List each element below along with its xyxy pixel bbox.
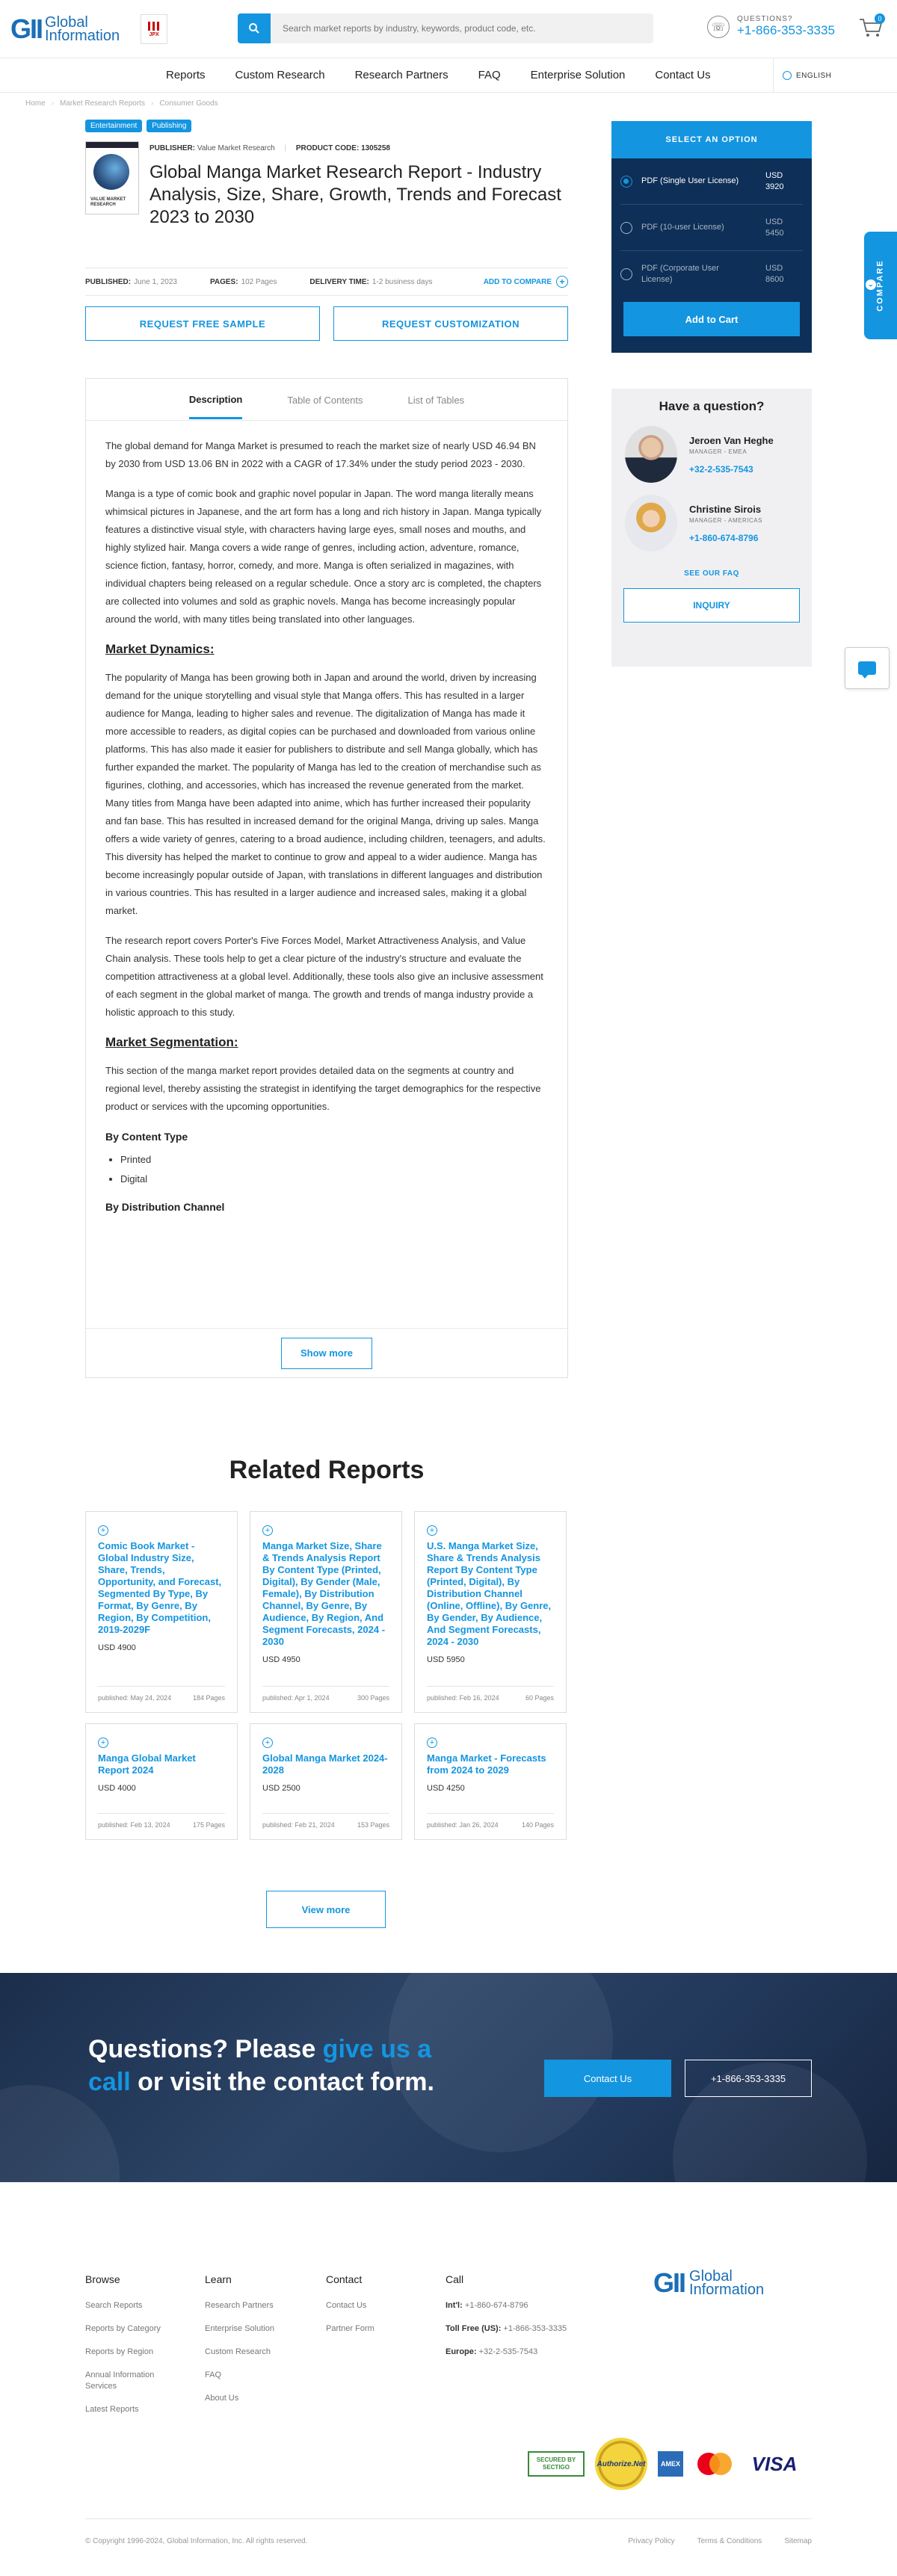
see-faq-link[interactable]: SEE OUR FAQ — [684, 569, 739, 578]
logo-mark: GII — [10, 13, 43, 44]
site-logo[interactable] — [10, 13, 120, 45]
publisher-name: Value Market Research — [197, 144, 275, 152]
footer-link[interactable]: Search Reports — [85, 2301, 143, 2310]
request-free-sample-button[interactable]: REQUEST FREE SAMPLE — [85, 306, 320, 341]
card-pages: 300 Pages — [357, 1694, 389, 1702]
payment-badges — [528, 2438, 803, 2490]
card-title[interactable]: Manga Global Market Report 2024 — [98, 1752, 196, 1776]
product-code-label: PRODUCT CODE: — [295, 144, 360, 152]
card-date: published: Feb 21, 2024 — [262, 1821, 335, 1829]
plus-circle-icon[interactable]: + — [427, 1525, 437, 1536]
person-phone[interactable]: +32-2-535-7543 — [689, 463, 753, 475]
footer-contact — [326, 2273, 423, 2347]
publication-info-row — [85, 268, 568, 296]
banner-contact-button[interactable]: Contact Us — [544, 2060, 671, 2097]
avatar — [625, 495, 677, 552]
person-name: Christine Sirois — [689, 503, 762, 515]
publisher-line: PUBLISHER: Value Market Research | PRODUCT CODE: 1305258 — [150, 144, 390, 152]
authorize-net-badge: Authorize.Net — [595, 2438, 647, 2490]
select-option-header: SELECT AN OPTION — [611, 121, 812, 158]
nav-reports[interactable]: Reports — [166, 69, 206, 81]
list-item: • Printed — [120, 1150, 548, 1170]
option-name: PDF (10-user License) — [641, 223, 724, 232]
report-cover-image — [85, 141, 139, 214]
visa-icon: VISA — [751, 2452, 798, 2475]
contact-question-panel — [611, 389, 812, 667]
view-more-button[interactable]: View more — [266, 1891, 386, 1928]
footer-link[interactable]: Contact Us — [326, 2301, 367, 2310]
logo-text-line1: Global — [45, 13, 88, 31]
card-title[interactable]: Manga Market Size, Share & Trends Analysis Report By Content Type (Printed, Digital), By Gender (Male, Female), By Distribution Channel, By Genre, By Audience, By Region, And Segment Forecasts, 2024 - 2030 — [262, 1540, 386, 1647]
breadcrumb-consumer-goods[interactable]: Consumer Goods — [159, 99, 218, 108]
description-paragraph: The research report covers Porter's Five Forces Model, Market Attractiveness Analysis, and Value Chain analysis. These tools help to get a clear picture of the industry's structure and evaluate the competition attractiveness at a global level. Additionally, these tools also give an inclusive assessment of each segment in the global market of manga. The growth and trends of manga industry provide a holistic approach to this study. — [105, 935, 543, 1018]
search-button[interactable] — [238, 13, 271, 43]
radio-icon[interactable] — [620, 268, 632, 280]
section-heading-market-segmentation: Market Segmentation: — [105, 1035, 238, 1049]
option-single-user[interactable] — [620, 158, 803, 205]
card-title[interactable]: Global Manga Market 2024-2028 — [262, 1752, 388, 1776]
banner-call-link[interactable]: give us a call — [88, 2035, 432, 2096]
card-pages: 140 Pages — [521, 1821, 554, 1829]
breadcrumb-chevron-icon: › — [51, 99, 55, 108]
copyright-text: © Copyright 1996-2024, Global Information, Inc. All rights reserved. — [85, 2537, 308, 2545]
card-price: USD 2500 — [262, 1784, 300, 1793]
main-nav — [0, 58, 897, 93]
product-header — [85, 120, 568, 330]
delivery-label: DELIVERY TIME: — [309, 277, 369, 286]
card-date: published: Feb 13, 2024 — [98, 1821, 170, 1829]
related-report-card[interactable] — [250, 1511, 402, 1713]
related-report-card[interactable] — [414, 1511, 567, 1713]
related-report-card[interactable] — [85, 1511, 238, 1713]
person-role: MANAGER - EMEA — [689, 448, 748, 455]
delivery-time: 1-2 business days — [372, 277, 433, 286]
subheading-content-type: By Content Type — [105, 1131, 188, 1143]
report-content-panel — [85, 378, 568, 1378]
related-reports-title: Related Reports — [229, 1456, 425, 1484]
add-to-compare-label: ADD TO COMPARE — [483, 277, 552, 286]
nav-research-partners[interactable]: Research Partners — [354, 69, 449, 81]
language-label: ENGLISH — [796, 71, 832, 80]
footer-link[interactable]: Partner Form — [326, 2324, 374, 2333]
card-price: USD 4900 — [98, 1643, 136, 1652]
add-to-compare-link[interactable] — [484, 276, 568, 288]
radio-selected-icon[interactable] — [620, 176, 632, 188]
radio-icon[interactable] — [620, 222, 632, 234]
questions-label: QUESTIONS? — [737, 15, 793, 23]
published-date: June 1, 2023 — [134, 277, 177, 286]
option-name: PDF (Single User License) — [641, 176, 739, 185]
breadcrumb-home[interactable]: Home — [25, 99, 46, 108]
jpx-icon — [147, 20, 161, 32]
card-price: USD 4250 — [427, 1784, 465, 1793]
privacy-policy-link[interactable]: Privacy Policy — [628, 2537, 675, 2545]
content-tabs — [86, 379, 567, 421]
nav-enterprise-solution[interactable]: Enterprise Solution — [530, 69, 626, 81]
sitemap-link[interactable]: Sitemap — [784, 2537, 812, 2545]
tab-list-of-tables[interactable]: List of Tables — [407, 395, 465, 406]
chevron-left-icon: ‹ — [866, 279, 876, 290]
plus-circle-icon[interactable]: + — [427, 1738, 437, 1748]
related-report-card[interactable] — [250, 1723, 402, 1840]
category-tags — [85, 120, 568, 132]
option-corporate[interactable] — [620, 251, 803, 297]
card-date: published: Apr 1, 2024 — [262, 1694, 330, 1702]
tag-entertainment[interactable]: Entertainment — [85, 120, 142, 132]
pages-count: 102 Pages — [241, 277, 277, 286]
nav-custom-research[interactable]: Custom Research — [235, 69, 325, 81]
banner-headline: Questions? Please give us a call or visit the contact form. — [88, 2035, 434, 2096]
contact-person — [625, 495, 812, 552]
footer-browse — [85, 2273, 182, 2427]
footer-heading: Call — [446, 2273, 464, 2285]
language-selector[interactable] — [773, 58, 885, 93]
avatar — [625, 426, 677, 483]
plus-circle-icon[interactable]: + — [262, 1738, 273, 1748]
footer-link[interactable]: About Us — [205, 2394, 239, 2403]
card-pages: 60 Pages — [525, 1694, 554, 1702]
footer-phone-europe[interactable]: +32-2-535-7543 — [478, 2347, 538, 2356]
description-paragraph: The global demand for Manga Market is presumed to reach the market size of nearly USD 46.94 BN by 2030 from USD 13.06 BN in 2022 with a CAGR of 17.34% under the study period 2023 - 2030. — [105, 440, 536, 469]
card-date: published: May 24, 2024 — [98, 1694, 172, 1702]
search-bar — [238, 13, 653, 43]
chat-icon — [858, 661, 876, 675]
question-title: Have a question? — [659, 399, 765, 413]
related-report-card[interactable] — [414, 1723, 567, 1840]
search-icon — [248, 22, 260, 34]
page-title: Global Manga Market Research Report - Industry Analysis, Size, Share, Growth, Trends and Forecast 2023 to 2030 — [150, 162, 561, 227]
footer-phone-intl[interactable]: +1-860-674-8796 — [464, 2301, 528, 2310]
footer-learn — [205, 2273, 302, 2416]
sectigo-badge: SECURED BY SECTIGO — [528, 2451, 585, 2477]
header-phone[interactable] — [707, 15, 835, 38]
tag-publishing[interactable]: Publishing — [147, 120, 191, 132]
card-title[interactable]: Manga Market - Forecasts from 2024 to 2029 — [427, 1752, 546, 1776]
description-paragraph: The popularity of Manga has been growing both in Japan and around the world, driven by increasing demand for the unique storytelling and visual style that Manga offers. This has resulted in a larger audience for Manga, leading to higher sales and revenue. The digitalization of Manga has made it more accessible to readers, as digital copies can be purchased and downloaded from various online platforms. This has also made it easier for publishers to distribute and sell Manga globally, which has further expanded the market. The popularity of Manga has led to the creation of merchandise such as figurines, clothing, and accessories, which has increased the revenue generated from the market. Many titles from Manga have been adapted into anime, which has further increased their popularity and fan base. This has resulted in increased demand for the original Manga, driving up sales. Manga offers a wide variety of genres, catering to a broad audience, including children, teenagers, and adults. This diversity has helped the market to continue to grow and appeal to a wider audience. Manga has become increasingly popular outside of Japan, with translations in different languages and distribution in various countries. This has resulted in a larger audience and increased sales, making it a global market. — [105, 672, 546, 916]
footer-link[interactable]: Enterprise Solution — [205, 2324, 274, 2333]
option-price: USD 5450 — [765, 217, 784, 238]
tab-table-of-contents[interactable]: Table of Contents — [287, 395, 363, 406]
contact-person — [625, 426, 812, 483]
breadcrumb-chevron-icon: › — [150, 99, 154, 108]
option-10-user[interactable] — [620, 205, 803, 251]
person-phone[interactable]: +1-860-674-8796 — [689, 532, 759, 543]
tab-description[interactable]: Description — [189, 380, 243, 419]
add-to-cart-button[interactable]: Add to Cart — [623, 302, 800, 336]
footer-phone-tollfree[interactable]: +1-866-353-3335 — [503, 2324, 567, 2333]
license-options-panel — [611, 121, 812, 353]
card-pages: 175 Pages — [192, 1821, 225, 1829]
footer-link[interactable]: Reports by Region — [85, 2347, 154, 2356]
footer-link[interactable]: FAQ — [205, 2370, 222, 2379]
option-price: USD 3920 — [765, 170, 784, 191]
description-paragraph: Manga is a type of comic book and graphic novel popular in Japan. The word manga literally means whimsical pictures in Japanese, and the art form has a long and rich history in Japan. Manga typically features a distinctive visual style, with characters having large eyes, small noses and mouths, and highly stylized hair. Manga covers a wide range of genres, including action, adventure, romance, science fiction, fantasy, horror, comedy, and more. Manga is often serialized in magazines, with individual chapters being released on a regular schedule. Once a story arc is completed, the chapters are collected into volumes and sold as graphic novels. Manga has become increasingly popular around the world, with many titles being translated into other languages. — [105, 488, 542, 625]
breadcrumb — [25, 99, 218, 108]
published-label: PUBLISHED: — [85, 277, 132, 286]
logo-text-line2: Information — [45, 27, 120, 44]
chat-button[interactable] — [845, 647, 890, 689]
mastercard-logo — [694, 2451, 736, 2477]
phone-icon: ☏ — [707, 16, 730, 38]
list-item: • Digital — [120, 1170, 548, 1189]
subheading-distribution-channel: By Distribution Channel — [105, 1201, 225, 1213]
footer-heading: Learn — [205, 2273, 232, 2285]
plus-circle-icon: + — [556, 276, 568, 288]
search-input[interactable] — [271, 13, 653, 43]
pages-label: PAGES: — [209, 277, 238, 286]
option-price: USD 8600 — [765, 264, 784, 284]
card-title[interactable]: Comic Book Market - Global Industry Size, Share, Trends, Opportunity, and Forecast, Segmented By Type, By Format, By Genre, By Region, By Competition, 2019-2029F — [98, 1540, 222, 1635]
section-heading-market-dynamics: Market Dynamics: — [105, 642, 215, 656]
person-role: MANAGER - AMERICAS — [689, 516, 762, 524]
card-date: published: Jan 26, 2024 — [427, 1821, 499, 1829]
footer-link[interactable]: Custom Research — [205, 2347, 271, 2356]
show-more-button[interactable]: Show more — [281, 1338, 372, 1369]
footer-link[interactable]: Research Partners — [205, 2301, 274, 2310]
card-pages: 184 Pages — [192, 1694, 225, 1702]
description-content — [86, 421, 567, 1216]
banner-phone-button[interactable]: +1-866-353-3335 — [685, 2060, 812, 2097]
person-name: Jeroen Van Heghe — [689, 434, 774, 446]
mastercard-icon — [694, 2451, 736, 2477]
footer-link[interactable]: Reports by Category — [85, 2324, 161, 2333]
publisher-label: PUBLISHER: — [150, 144, 196, 152]
plus-circle-icon[interactable]: + — [98, 1525, 108, 1536]
breadcrumb-market-research[interactable]: Market Research Reports — [60, 99, 145, 108]
option-name: PDF (Corporate User License) — [641, 264, 719, 284]
footer-bottom — [85, 2518, 812, 2545]
globe-icon — [783, 71, 792, 80]
card-price: USD 4950 — [262, 1655, 300, 1664]
content-type-list — [120, 1150, 548, 1189]
plus-circle-icon[interactable]: + — [262, 1525, 273, 1536]
request-customization-button[interactable]: REQUEST CUSTOMIZATION — [333, 306, 568, 341]
terms-link[interactable]: Terms & Conditions — [697, 2537, 762, 2545]
footer-call: Call Int'l: +1-860-674-8796 Toll Free (US): +1-866-353-3335 Europe: +32-2-535-7543 — [446, 2273, 573, 2370]
compare-tab-label: COMPARE — [876, 259, 886, 312]
card-title[interactable]: U.S. Manga Market Size, Share & Trends Analysis Report By Content Type (Printed, Digital), By Distribution Channel (Online, Offline), By Genre, By Gender, By Audience, And Segment Forecasts, 2024 - 2030 — [427, 1540, 552, 1647]
related-report-card[interactable] — [85, 1723, 238, 1840]
compare-side-tab[interactable] — [864, 232, 897, 339]
product-code: 1305258 — [361, 144, 390, 152]
cover-text: VALUE MARKET RESEARCH — [90, 197, 126, 207]
inquiry-button[interactable]: INQUIRY — [623, 588, 800, 623]
jpx-badge — [141, 14, 167, 44]
cart-count-badge: 0 — [875, 13, 885, 24]
top-header — [0, 0, 897, 58]
footer-heading: Contact — [326, 2273, 363, 2285]
card-price: USD 4000 — [98, 1784, 136, 1793]
nav-contact-us[interactable]: Contact Us — [655, 69, 711, 81]
amex-icon: AMEX — [658, 2451, 683, 2477]
description-paragraph: This section of the manga market report provides detailed data on the segments at country and regional level, thereby assisting the strategist in identifying the target demographics for the respective product or services with the upcoming opportunities. — [105, 1065, 541, 1112]
card-price: USD 5950 — [427, 1655, 465, 1664]
footer-heading: Browse — [85, 2273, 120, 2285]
footer-link[interactable]: Annual Information Services — [85, 2370, 155, 2391]
card-pages: 153 Pages — [357, 1821, 389, 1829]
jpx-label: JPX — [149, 32, 159, 37]
card-date: published: Feb 16, 2024 — [427, 1694, 499, 1702]
header-phone-number[interactable]: +1-866-353-3335 — [737, 23, 835, 37]
plus-circle-icon[interactable]: + — [98, 1738, 108, 1748]
logo-text — [45, 13, 120, 44]
cart-button[interactable] — [858, 16, 884, 39]
footer-link[interactable]: Latest Reports — [85, 2405, 139, 2414]
contact-banner — [0, 1973, 897, 2182]
footer-logo[interactable]: GII Global Information — [653, 2267, 765, 2298]
nav-faq[interactable]: FAQ — [478, 69, 501, 81]
